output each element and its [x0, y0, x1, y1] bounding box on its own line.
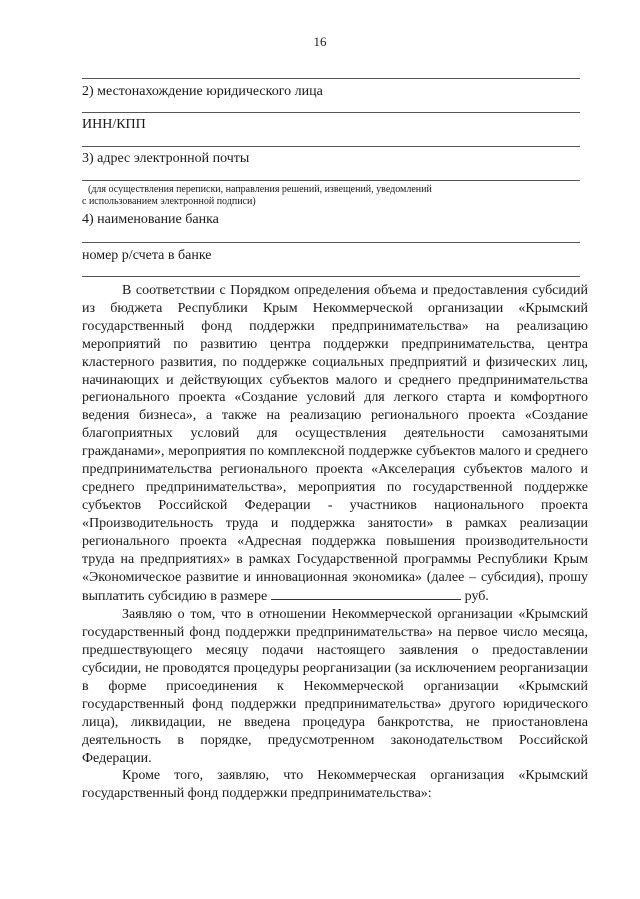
- bank-name-fill-line: [82, 242, 580, 243]
- inn-kpp-fill-line: [82, 146, 580, 147]
- location-label: 2) местонахождение юридического лица: [82, 84, 323, 99]
- subsidy-request-paragraph: [82, 282, 588, 606]
- page-number: 16: [313, 34, 327, 49]
- statement-body: [82, 282, 588, 803]
- email-note-line1: (для осуществления переписки, направления решений, извещений, уведомлений: [88, 184, 432, 195]
- email-label: 3) адрес электронной почты: [82, 151, 250, 166]
- declaration-paragraph: Заявляю о том, что в отношении Некоммерческой организации «Крымский государственный фонд поддержки предпринимательства» на первое число месяца, предшествующего месяцу подачи настоящего заявления о предоставлении субсидии, не проводятся процедуры реорганизации (за исключением реорганизации в форме присоединения к Некоммерческой организации «Крымский государственный фонд поддержки предпринимательства» другого юридического лица), ликвидации, не введена процедура банкротства, не приостановлена деятельность в порядке, предусмотренном законодательством Российской Федерации.: [82, 607, 588, 766]
- account-label: номер р/счета в банке: [82, 248, 212, 263]
- email-note-line2: с использованием электронной подписи): [82, 196, 256, 207]
- additional-declaration-paragraph: Кроме того, заявляю, что Некоммерческая организация «Крымский государственный фонд поддержки предпринимательства»:: [82, 768, 588, 802]
- email-fill-line: [82, 180, 580, 181]
- currency-label: руб.: [464, 589, 489, 605]
- blank-line: [82, 78, 580, 79]
- account-fill-line: [82, 276, 580, 277]
- inn-kpp-label: ИНН/КПП: [82, 117, 146, 132]
- location-fill-line: [82, 112, 580, 113]
- subsidy-request-text: В соответствии с Порядком определения объема и предоставления субсидий из бюджета Республики Крым Некоммерческой организации «Крымский государственный фонд поддержки предпринимательства» на реализацию мероприятий по развитию центра поддержки предпринимательства, центра кластерного развития, по поддержке социальных предприятий и физических лиц, начинающих и действующих субъектов малого и среднего предпринимательства регионального проекта «Создание условий для легкого старта и комфортного ведения бизнеса», а также на реализацию регионального проекта «Создание благоприятных условий для осуществления деятельности самозанятыми гражданами», мероприятия по комплексной поддержке субъектов малого и среднего предпринимательства регионального проекта «Акселерация субъектов малого и среднего предпринимательства», мероприятия по государственной поддержке субъектов Российской Федерации - участников национального проекта «Производительность труда и поддержка занятости» в рамках реализации регионального проекта «Адресная поддержка повышения производительности труда на предприятиях» в рамках Государственной программы Республики Крым «Экономическое развитие и инновационная экономика» (далее – субсидия), прошу выплатить субсидию в размере: [82, 283, 588, 605]
- amount-blank: [271, 586, 461, 600]
- bank-name-label: 4) наименование банка: [82, 212, 219, 227]
